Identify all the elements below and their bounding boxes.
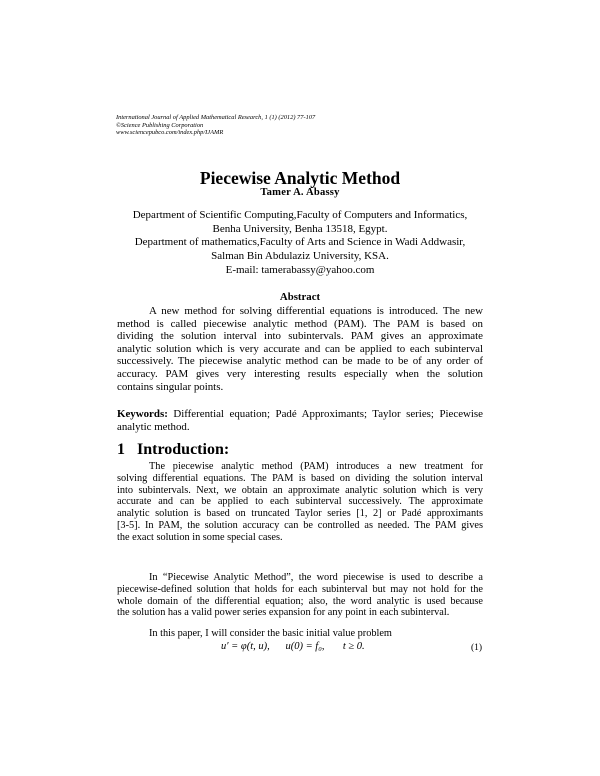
body-line: analytic solution is based on truncated Taylor series [1, 2] or Padé approximants bbox=[117, 508, 483, 520]
email-line: E-mail: tamerabassy@yahoo.com bbox=[225, 263, 375, 276]
intro-paragraph-3 bbox=[117, 628, 483, 641]
section-heading bbox=[117, 441, 229, 459]
intro-paragraph-1 bbox=[117, 461, 483, 544]
body-line: accurate and can be applied to each subinterval successively. The approximate bbox=[117, 496, 483, 508]
journal-volume: , 1 (1) (2012) 77-107 bbox=[261, 114, 316, 121]
body-line: piecewise-defined solution that holds for each subinterval but may not hold for the bbox=[117, 583, 483, 595]
keywords-text: Differential equation; Padé Approximants; Taylor series; Piecewise bbox=[173, 408, 483, 420]
affiliation-block bbox=[0, 209, 600, 278]
affiliation-line: Benha University, Benha 13518, Egypt. bbox=[212, 222, 388, 235]
body-line: into subintervals. Next, we obtain an approximate analytic solution which is very bbox=[117, 484, 483, 496]
affiliation-line: Department of mathematics,Faculty of Arts and Science in Wadi Addwasir, bbox=[134, 236, 466, 249]
abstract-line: dividing the solution interval into subintervals. PAM gives an approximate bbox=[117, 330, 483, 343]
journal-header bbox=[116, 114, 315, 137]
body-line: [3-5]. In PAM, the solution accuracy can be controlled as needed. The PAM gives bbox=[117, 519, 483, 531]
body-line: In “Piecewise Analytic Method”, the word piecewise is used to describe a bbox=[149, 572, 483, 583]
keywords-label: Keywords: bbox=[117, 408, 168, 420]
keywords-block bbox=[117, 408, 483, 433]
affiliation-line: Salman Bin Abdulaziz University, KSA. bbox=[211, 250, 389, 263]
keywords-line: analytic method. bbox=[117, 420, 190, 433]
abstract-line: contains singular points. bbox=[117, 380, 224, 393]
abstract-line: analytic solution which is very accurate and can be applied to each subinterval bbox=[117, 342, 483, 355]
body-line: whole domain of the differential equation; also, the word analytic is used because bbox=[117, 595, 483, 607]
affiliation-line: Department of Scientific Computing,Faculty of Computers and Informatics, bbox=[132, 209, 468, 221]
abstract-heading: Abstract bbox=[279, 291, 321, 303]
journal-url: www.sciencepubco.com/index.php/IJAMR bbox=[116, 129, 224, 137]
section-number: 1 bbox=[117, 441, 125, 458]
abstract-line: accuracy. PAM gives very interesting results especially when the solution bbox=[117, 367, 483, 380]
intro-paragraph-2 bbox=[117, 572, 483, 619]
body-line: solving differential equations. The PAM is based on dividing the solution interval bbox=[117, 472, 483, 484]
publisher-line: ©Science Publishing Corporation bbox=[116, 121, 204, 129]
journal-citation bbox=[116, 114, 315, 122]
body-line: The piecewise analytic method (PAM) introduces a new treatment for bbox=[149, 461, 483, 472]
equation-number: (1) bbox=[471, 643, 483, 653]
abstract-line: method is called piecewise analytic method (PAM). The PAM is based on bbox=[117, 317, 483, 330]
body-line: the solution has a valid power series expansion for any point in each subinterval. bbox=[117, 607, 450, 619]
section-title: Introduction: bbox=[137, 441, 230, 458]
body-line: In this paper, I will consider the basic initial value problem bbox=[149, 628, 392, 639]
abstract-body bbox=[117, 305, 483, 393]
journal-name: International Journal of Applied Mathematical Research bbox=[116, 114, 262, 121]
paper-title: Piecewise Analytic Method bbox=[199, 168, 401, 188]
abstract-line: successively. The piecewise analytic method can be made to be of any order of bbox=[117, 355, 483, 368]
keywords-line bbox=[117, 408, 483, 421]
equation-expression: u′ = φ(t, u), u(0) = f₀, t ≥ 0. bbox=[221, 641, 365, 652]
author-name: Tamer A. Abassy bbox=[260, 187, 340, 198]
abstract-line: A new method for solving differential equations is introduced. The new bbox=[149, 305, 483, 317]
body-line: the exact solution in some special cases. bbox=[117, 531, 283, 543]
